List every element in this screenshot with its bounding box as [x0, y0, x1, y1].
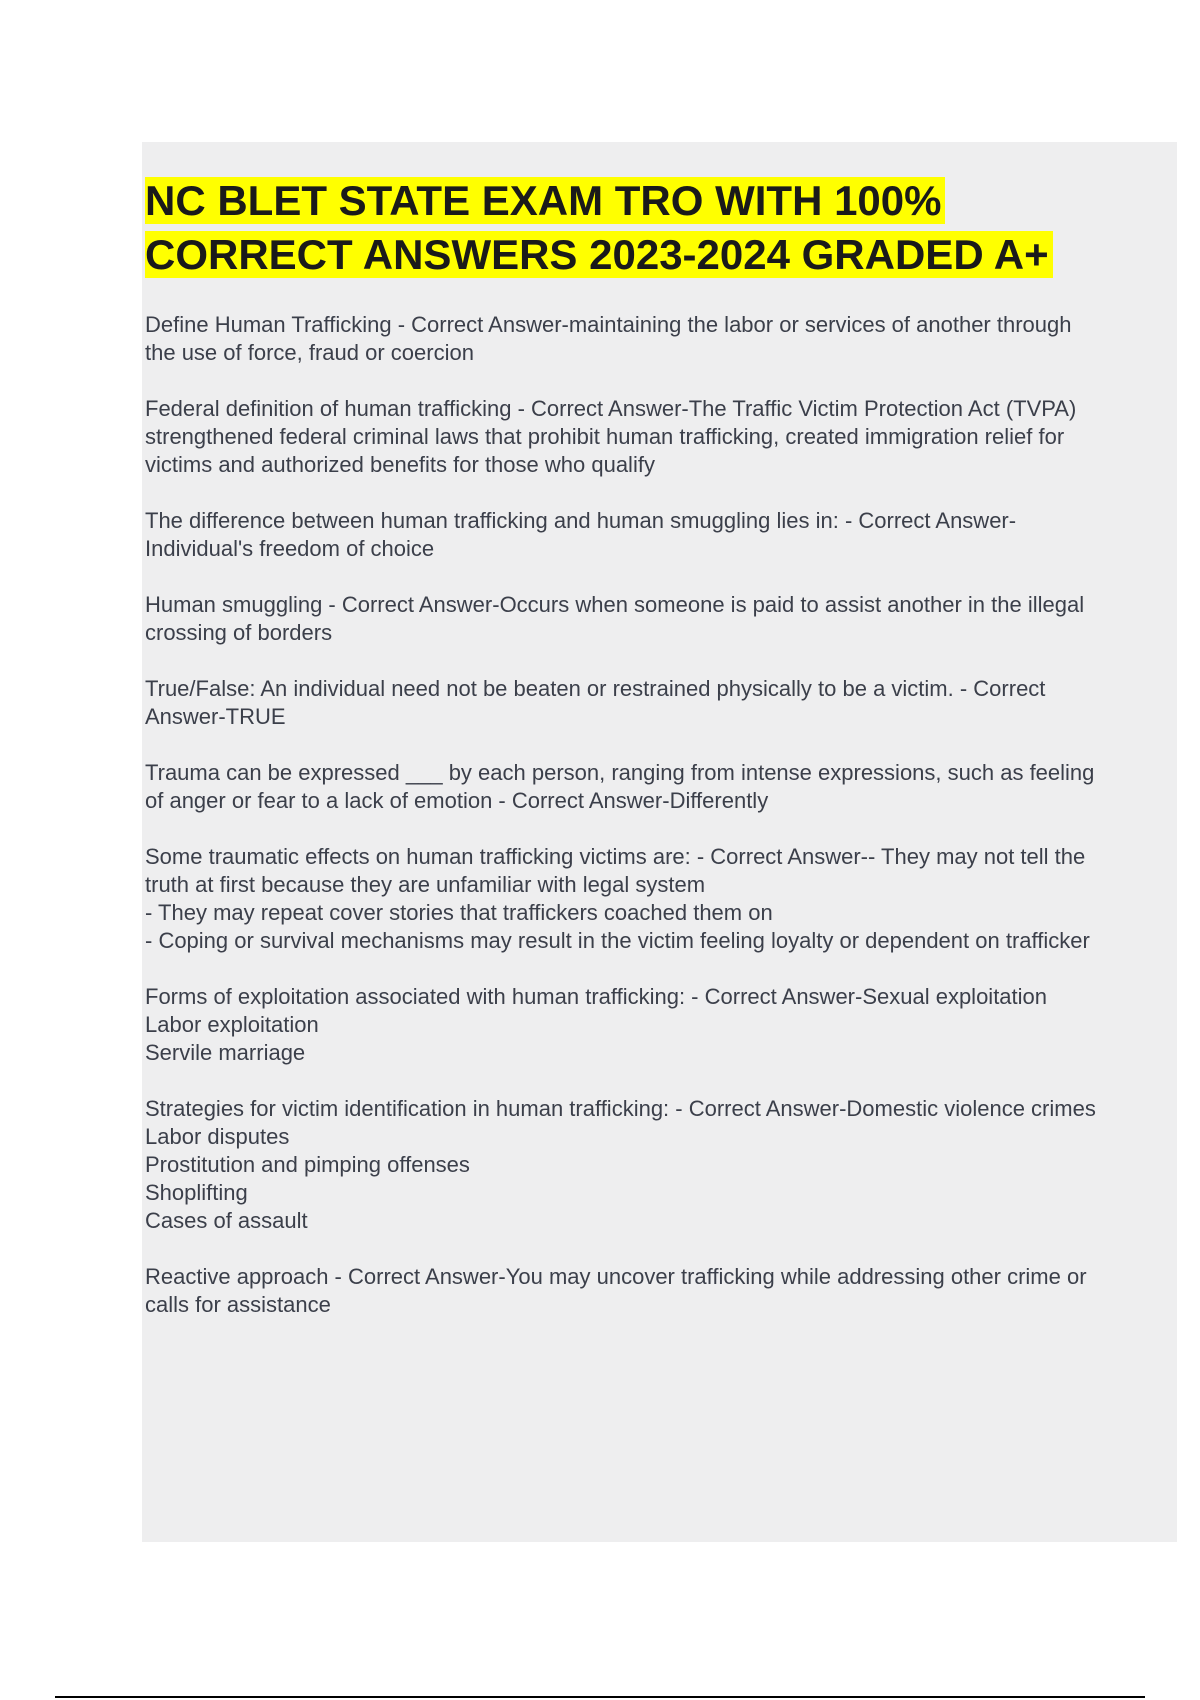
qa-text: True/False: An individual need not be beaten or restrained physically to be a victim. - Correct Answer-TRUE	[145, 676, 1046, 729]
qa-text: The difference between human trafficking and human smuggling lies in: - Correct Answer-Individual's freedom of choice	[145, 508, 1017, 561]
qa-text: Human smuggling - Correct Answer-Occurs when someone is paid to assist another in the illegal crossing of borders	[145, 592, 1085, 645]
title-line-2: CORRECT ANSWERS 2023-2024 GRADED A+	[145, 231, 1053, 278]
qa-text: Reactive approach - Correct Answer-You may uncover trafficking while addressing other crime or calls for assistance	[145, 1264, 1087, 1317]
qa-item	[145, 759, 1105, 815]
qa-text: Forms of exploitation associated with human trafficking: - Correct Answer-Sexual exploitation	[145, 984, 1048, 1009]
qa-item	[145, 1263, 1105, 1319]
document-title	[145, 174, 1105, 282]
qa-text: Define Human Trafficking - Correct Answer-maintaining the labor or services of another through the use of force, fraud or coercion	[145, 312, 1072, 365]
qa-text: Some traumatic effects on human trafficking victims are: - Correct Answer-- They may not tell the truth at first because they are unfamiliar with legal system	[145, 844, 1086, 897]
qa-text: Trauma can be expressed ___ by each person, ranging from intense expressions, such as feeling of anger or fear to a lack of emotion - Correct Answer-Differently	[145, 760, 1095, 813]
qa-answer-line: Shoplifting	[145, 1180, 248, 1205]
qa-item	[145, 843, 1105, 955]
qa-item	[145, 311, 1105, 367]
title-line-1: NC BLET STATE EXAM TRO WITH 100%	[145, 177, 945, 224]
qa-item	[145, 675, 1105, 731]
footer-divider	[55, 1696, 1145, 1698]
qa-item	[145, 983, 1105, 1067]
qa-answer-line: Prostitution and pimping offenses	[145, 1152, 470, 1177]
qa-answer-line: - Coping or survival mechanisms may result in the victim feeling loyalty or dependent on trafficker	[145, 928, 1090, 953]
qa-answer-line: - They may repeat cover stories that traffickers coached them on	[145, 900, 773, 925]
qa-answer-line: Servile marriage	[145, 1040, 306, 1065]
qa-text: Federal definition of human trafficking - Correct Answer-The Traffic Victim Protection Act (TVPA) strengthened federal criminal laws that prohibit human trafficking, created immigration relief for victims and authorized benefits for those who qualify	[145, 396, 1077, 477]
qa-answer-line: Cases of assault	[145, 1208, 308, 1233]
qa-answer-line: Labor disputes	[145, 1124, 290, 1149]
qa-item	[145, 1095, 1105, 1235]
qa-text: Strategies for victim identification in human trafficking: - Correct Answer-Domestic violence crimes	[145, 1096, 1096, 1121]
qa-item	[145, 591, 1105, 647]
qa-list	[145, 311, 1105, 1347]
qa-answer-line: Labor exploitation	[145, 1012, 319, 1037]
qa-item	[145, 507, 1105, 563]
qa-item	[145, 395, 1105, 479]
